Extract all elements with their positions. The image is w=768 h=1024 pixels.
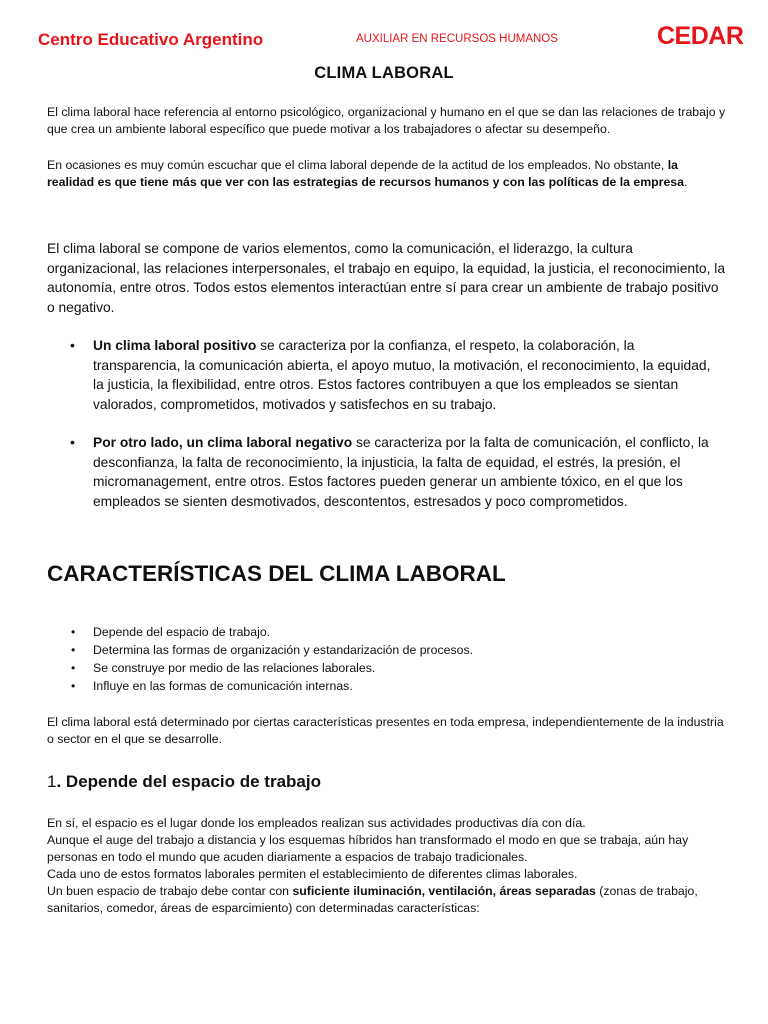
negative-climate-bullet [93,433,723,511]
section-1-line: Aunque el auge del trabajo a distancia y los esquemas híbridos han transformado el modo en que se trabaja, aún hay personas en todo el mundo que acuden diariamente a espacios de trabajo tradicionales. [47,833,689,864]
section-number: 1 [47,772,57,791]
bullet-dot: • [71,625,76,639]
characteristics-heading: CARACTERÍSTICAS DEL CLIMA LABORAL [47,561,506,586]
characteristic-item: Se construye por medio de las relaciones laborales. [93,661,376,675]
bullet-dot: • [71,679,76,693]
school-name: Centro Educativo Argentino [38,30,264,49]
last-start: Un buen espacio de trabajo debe contar con [47,884,293,898]
last-bold: suficiente iluminación, ventilación, áreas separadas [292,884,596,898]
bullet-bold: Un clima laboral positivo [93,338,257,353]
characteristic-item: Influye en las formas de comunicación internas. [93,679,353,693]
section-1-body [47,815,727,917]
section-1-line: Cada uno de estos formatos laborales permiten el establecimiento de diferentes climas laborales. [47,867,578,881]
section-1-heading [47,772,321,792]
characteristics-paragraph: El clima laboral está determinado por ciertas características presentes en toda empresa, independientemente de la industria o sector en el que se desarrolle. [47,715,724,746]
intro-paragraph-1: El clima laboral hace referencia al entorno psicológico, organizacional y humano en el que se dan las relaciones de trabajo y que crea un ambiente laboral específico que puede motivar a los trabajadores o afectar su desempeño. [47,105,726,136]
cedar-logo: CEDAR [657,22,744,50]
course-name: AUXILIAR EN RECURSOS HUMANOS [356,33,558,45]
characteristic-item: Depende del espacio de trabajo. [93,625,271,639]
section-heading-text: . Depende del espacio de trabajo [56,772,321,791]
intro-p2-start: En ocasiones es muy común escuchar que el clima laboral depende de la actitud de los empleados. No obstante, [47,158,668,172]
intro-p2-bold: la realidad es que tiene más que ver con las estrategias de recursos humanos y con las políticas de la empresa [47,158,684,189]
bullet-dot: • [71,661,76,675]
positive-climate-bullet [93,336,723,414]
bullet-bold: Por otro lado, un clima laboral negativo [93,435,353,450]
section-1-line: En sí, el espacio es el lugar donde los empleados realizan sus actividades productivas día con día. [47,816,586,830]
bullet-dot: • [70,434,75,450]
page-title: CLIMA LABORAL [314,64,454,82]
bullet-text: se caracteriza por la confianza, el respeto, la colaboración, la transparencia, la comunicación abierta, el apoyo mutuo, la motivación, el reconocimiento, la equidad, la justicia, la flexibilidad, entre otros. Estos factores contribuyen a que los empleados se sientan valorados, comprometidos, motivados y satisfechos en su trabajo. [93,338,711,412]
intro-paragraph-2 [47,157,727,191]
last-end: (zonas de trabajo, sanitarios, comedor, áreas de esparcimiento) con determinadas características: [47,884,698,915]
elements-paragraph: El clima laboral se compone de varios elementos, como la comunicación, el liderazgo, la cultura organizacional, las relaciones interpersonales, el trabajo en equipo, la equidad, la justicia, el reconocimiento, la autonomía, entre otros. Todos estos elementos interactúan entre sí para crear un ambiente de trabajo positivo o negativo. [47,241,725,315]
bullet-dot: • [71,643,76,657]
bullet-text: se caracteriza por la falta de comunicación, el conflicto, la desconfianza, la falta de reconocimiento, la injusticia, la falta de equidad, el estrés, la presión, el micromanagement, entre otros. Estos factores pueden generar un ambiente tóxico, en el que los empleados se sienten desmotivados, descontentos, estresados y poco comprometidos. [93,435,709,509]
characteristic-item: Determina las formas de organización y estandarización de procesos. [93,643,474,657]
section-1-line [47,883,727,917]
bullet-dot: • [70,337,75,353]
intro-p2-end: . [683,175,688,189]
